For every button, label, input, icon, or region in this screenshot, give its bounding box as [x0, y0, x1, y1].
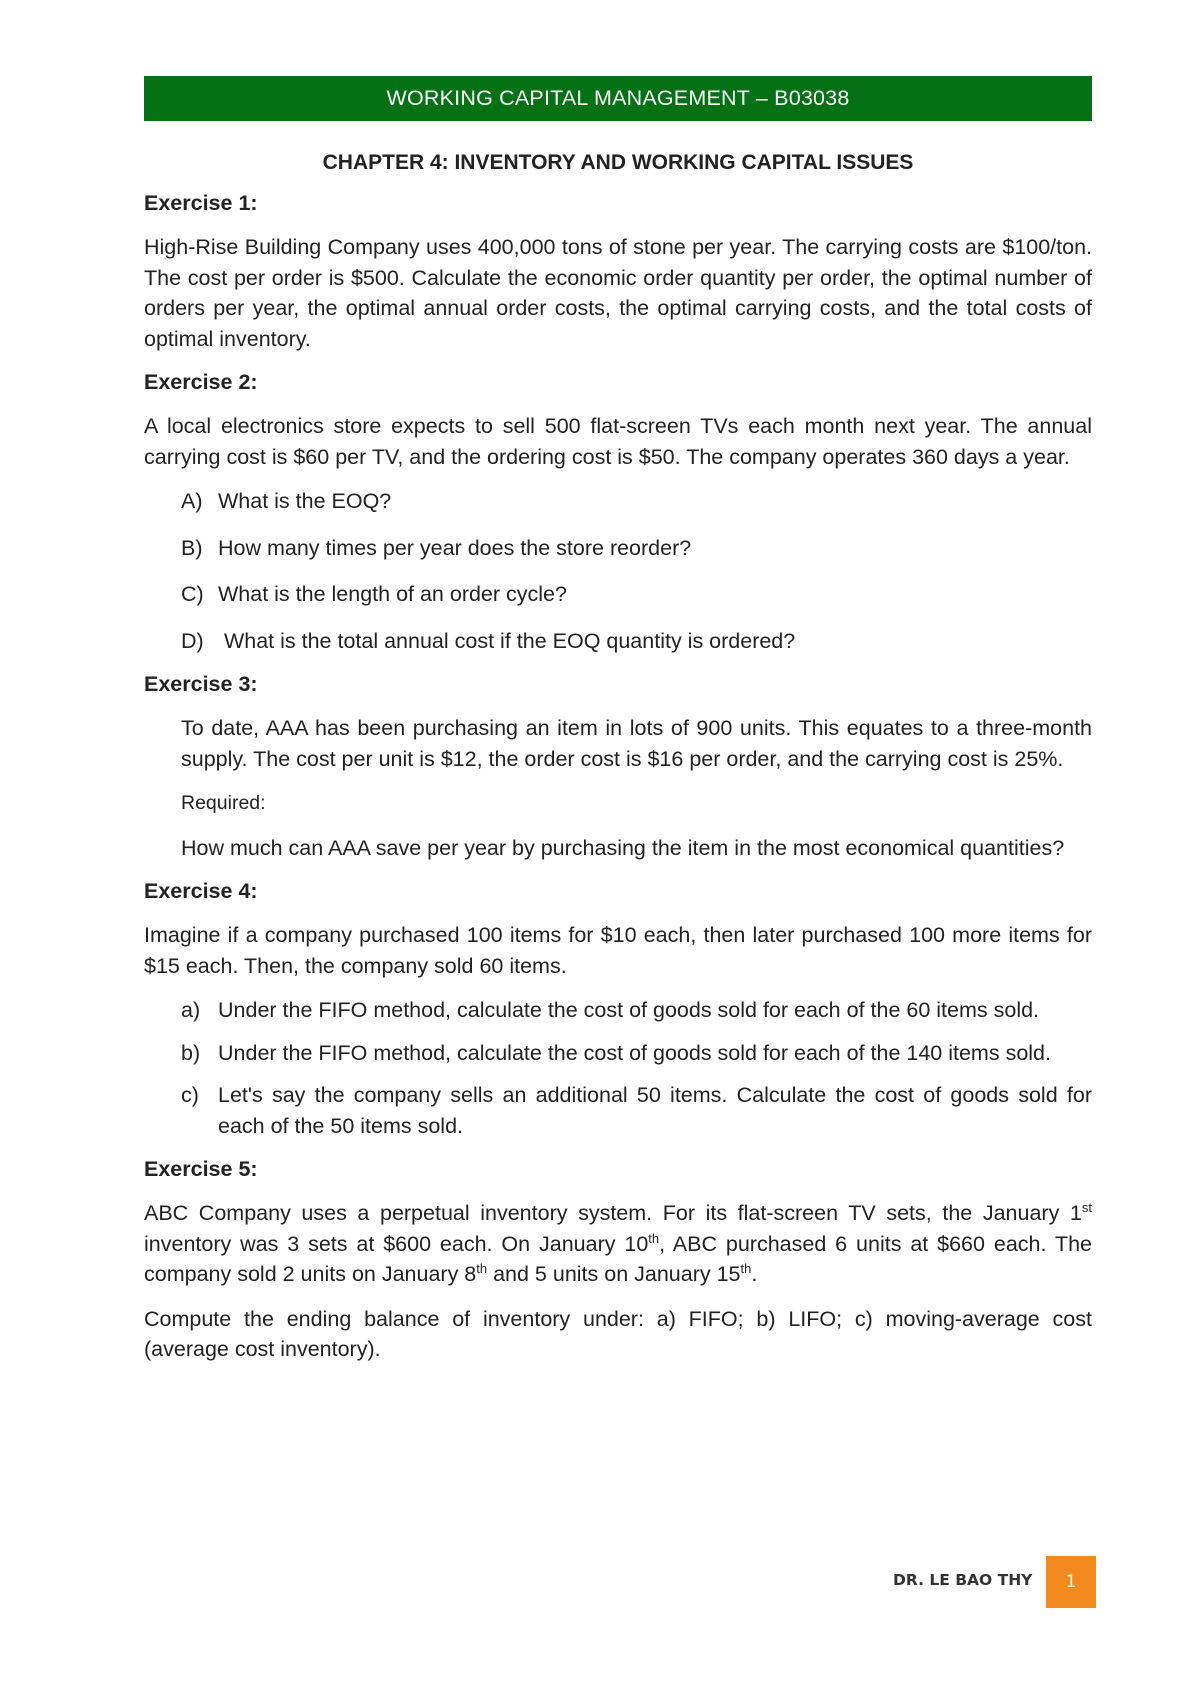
exercise-4-item-c — [181, 1080, 1092, 1141]
list-item-text: How many times per year does the store reorder? — [218, 535, 692, 560]
exercise-3-heading: Exercise 3: — [144, 672, 258, 696]
exercise-4-heading: Exercise 4: — [144, 879, 258, 903]
exercise-5-question: Compute the ending balance of inventory under: a) FIFO; b) LIFO; c) moving-average cost (average cost inventory). — [144, 1306, 1092, 1361]
exercise-1-heading: Exercise 1: — [144, 191, 258, 215]
ordinal-suffix: th — [740, 1261, 752, 1276]
ex5-text-part: inventory was 3 sets at $600 each. On January 10 — [144, 1231, 649, 1256]
list-marker: C) — [181, 582, 204, 606]
exercise-2-item-a — [181, 486, 1092, 517]
ex5-text-part: , ABC purchased 6 units at $660 each. The company sold 2 units on January 8 — [144, 1231, 1092, 1286]
list-item-text: Let's say the company sells an additional 50 items. Calculate the cost of goods sold for each of the 50 items sold. — [218, 1083, 1092, 1138]
list-marker: B) — [181, 535, 203, 560]
exercise-3-required-label: Required: — [181, 792, 266, 814]
exercise-4-text: Imagine if a company purchased 100 items for $10 each, then later purchased 100 more items for $15 each. Then, the company sold 60 items. — [144, 923, 1092, 978]
exercise-2-item-c — [181, 579, 1092, 610]
list-marker: A) — [181, 489, 203, 513]
list-item-text: What is the EOQ? — [218, 489, 392, 513]
ex5-text-part: and 5 units on January 15 — [487, 1262, 741, 1286]
ordinal-suffix: th — [648, 1230, 660, 1246]
exercise-5-heading: Exercise 5: — [144, 1157, 258, 1181]
list-marker: c) — [181, 1083, 199, 1107]
exercise-2-item-d — [181, 626, 1092, 657]
exercise-1-text: High-Rise Building Company uses 400,000 tons of stone per year. The carrying costs are $100/ton. The cost per order is $500. Calculate the economic order quantity per order, the optimal number of orders per year, the optimal annual order costs, the optimal carrying costs, and the total costs of optimal inventory. — [144, 235, 1092, 351]
exercise-2-heading: Exercise 2: — [144, 370, 258, 394]
course-header-bar — [144, 76, 1092, 121]
page-number-badge: 1 — [1046, 1556, 1096, 1608]
ex5-text-part: . — [751, 1262, 758, 1286]
ex5-text-part: ABC Company uses a perpetual inventory system. For its flat-screen TV sets, the January 1 — [144, 1201, 1082, 1225]
exercise-2-text: A local electronics store expects to sell 500 flat-screen TVs each month next year. The annual carrying cost is $60 per TV, and the ordering cost is $50. The company operates 360 days a year. — [144, 414, 1092, 469]
exercise-3-question: How much can AAA save per year by purchasing the item in the most economical quantities? — [181, 835, 1065, 860]
list-item-text: Under the FIFO method, calculate the cost of goods sold for each of the 140 items sold. — [218, 1040, 1051, 1065]
exercise-5-text — [144, 1198, 1092, 1290]
list-item-text: What is the length of an order cycle? — [218, 582, 567, 606]
list-marker: b) — [181, 1040, 201, 1065]
footer-author: DR. LE BAO THY — [893, 1571, 1033, 1589]
course-title: WORKING CAPITAL MANAGEMENT – B03038 — [386, 86, 850, 110]
ordinal-suffix: th — [476, 1261, 488, 1276]
exercise-4-item-b — [181, 1038, 1092, 1069]
document-page — [144, 76, 1092, 1379]
list-marker: a) — [181, 998, 201, 1022]
ordinal-suffix: st — [1081, 1200, 1092, 1215]
exercise-2-item-b — [181, 533, 1092, 564]
list-item-text: Under the FIFO method, calculate the cost of goods sold for each of the 60 items sold. — [218, 998, 1040, 1022]
list-item-text: What is the total annual cost if the EOQ quantity is ordered? — [218, 628, 796, 653]
exercise-4-item-a — [181, 995, 1092, 1026]
chapter-title: CHAPTER 4: INVENTORY AND WORKING CAPITAL ISSUES — [322, 151, 914, 174]
list-marker: D) — [181, 628, 204, 653]
exercise-3-text: To date, AAA has been purchasing an item in lots of 900 units. This equates to a three-month supply. The cost per unit is $12, the order cost is $16 per order, and the carrying cost is 25%. — [181, 716, 1092, 771]
